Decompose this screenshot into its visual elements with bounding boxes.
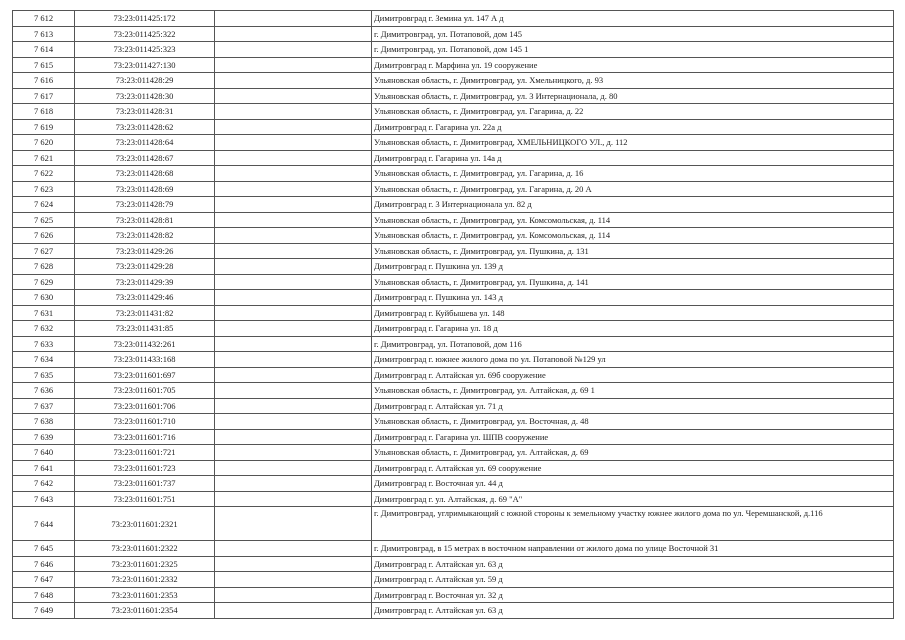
table-row [13, 274, 894, 290]
row-number-cell: 7 629 [13, 274, 75, 290]
table-row [13, 26, 894, 42]
address-cell: Димитровград г. Гагарина ул. 14а д [372, 150, 894, 166]
table-row [13, 197, 894, 213]
table-row [13, 445, 894, 461]
table-row [13, 119, 894, 135]
row-number-cell: 7 616 [13, 73, 75, 89]
empty-cell [215, 274, 372, 290]
address-cell: Димитровград г. Восточная ул. 32 д [372, 587, 894, 603]
row-number-cell: 7 635 [13, 367, 75, 383]
address-cell: Ульяновская область, г. Димитровград, ул. Хмельницкого, д. 93 [372, 73, 894, 89]
row-number-cell: 7 617 [13, 88, 75, 104]
address-cell: Димитровград г. Алтайская ул. 59 д [372, 572, 894, 588]
row-number-cell: 7 640 [13, 445, 75, 461]
table-row [13, 541, 894, 557]
empty-cell [215, 336, 372, 352]
row-number-cell: 7 624 [13, 197, 75, 213]
empty-cell [215, 212, 372, 228]
address-cell: Димитровград г. Земина ул. 147 А д [372, 11, 894, 27]
row-number-cell: 7 643 [13, 491, 75, 507]
row-number-cell: 7 622 [13, 166, 75, 182]
cadastral-number-cell: 73:23:011601:710 [75, 414, 215, 430]
address-cell: Димитровград г. Алтайская ул. 71 д [372, 398, 894, 414]
empty-cell [215, 460, 372, 476]
row-number-cell: 7 632 [13, 321, 75, 337]
address-cell: Димитровград г. ул. Алтайская, д. 69 "А" [372, 491, 894, 507]
table-row [13, 88, 894, 104]
address-cell: Ульяновская область, г. Димитровград, ул. Восточная, д. 48 [372, 414, 894, 430]
row-number-cell: 7 642 [13, 476, 75, 492]
cadastral-number-cell: 73:23:011601:706 [75, 398, 215, 414]
cadastral-number-cell: 73:23:011601:751 [75, 491, 215, 507]
table-row [13, 460, 894, 476]
empty-cell [215, 491, 372, 507]
cadastral-register-table [12, 10, 894, 619]
cadastral-number-cell: 73:23:011429:26 [75, 243, 215, 259]
cadastral-number-cell: 73:23:011427:130 [75, 57, 215, 73]
table-row [13, 321, 894, 337]
row-number-cell: 7 638 [13, 414, 75, 430]
row-number-cell: 7 627 [13, 243, 75, 259]
address-cell: Ульяновская область, г. Димитровград, ул. Комсомольская, д. 114 [372, 228, 894, 244]
cadastral-number-cell: 73:23:011601:697 [75, 367, 215, 383]
address-cell: Димитровград г. Пушкина ул. 143 д [372, 290, 894, 306]
address-cell: г. Димитровград, ул. Потаповой, дом 145 1 [372, 42, 894, 58]
address-cell: Димитровград г. Гагарина ул. 18 д [372, 321, 894, 337]
table-row [13, 352, 894, 368]
empty-cell [215, 259, 372, 275]
table-row [13, 305, 894, 321]
empty-cell [215, 290, 372, 306]
row-number-cell: 7 646 [13, 556, 75, 572]
empty-cell [215, 305, 372, 321]
address-cell: Димитровград г. Гагарина ул. ШПВ сооружение [372, 429, 894, 445]
row-number-cell: 7 634 [13, 352, 75, 368]
address-cell: Димитровград г. Гагарина ул. 22а д [372, 119, 894, 135]
address-cell: Димитровград г. Пушкина ул. 139 д [372, 259, 894, 275]
empty-cell [215, 587, 372, 603]
row-number-cell: 7 644 [13, 507, 75, 541]
row-number-cell: 7 615 [13, 57, 75, 73]
cadastral-number-cell: 73:23:011601:723 [75, 460, 215, 476]
empty-cell [215, 135, 372, 151]
cadastral-number-cell: 73:23:011601:721 [75, 445, 215, 461]
address-cell: г. Димитровград, в 15 метрах в восточном направлении от жилого дома по улице Восточной 31 [372, 541, 894, 557]
table-row [13, 42, 894, 58]
empty-cell [215, 321, 372, 337]
empty-cell [215, 572, 372, 588]
cadastral-number-cell: 73:23:011428:62 [75, 119, 215, 135]
empty-cell [215, 119, 372, 135]
row-number-cell: 7 637 [13, 398, 75, 414]
row-number-cell: 7 623 [13, 181, 75, 197]
table-row [13, 166, 894, 182]
empty-cell [215, 383, 372, 399]
cadastral-number-cell: 73:23:011433:168 [75, 352, 215, 368]
empty-cell [215, 88, 372, 104]
cadastral-number-cell: 73:23:011428:79 [75, 197, 215, 213]
cadastral-number-cell: 73:23:011425:323 [75, 42, 215, 58]
row-number-cell: 7 645 [13, 541, 75, 557]
row-number-cell: 7 636 [13, 383, 75, 399]
empty-cell [215, 11, 372, 27]
row-number-cell: 7 614 [13, 42, 75, 58]
table-row [13, 429, 894, 445]
cadastral-number-cell: 73:23:011428:67 [75, 150, 215, 166]
address-cell: Димитровград г. Алтайская ул. 63 д [372, 603, 894, 619]
table-row [13, 150, 894, 166]
cadastral-number-cell: 73:23:011601:705 [75, 383, 215, 399]
table-row [13, 290, 894, 306]
row-number-cell: 7 639 [13, 429, 75, 445]
table-row [13, 414, 894, 430]
empty-cell [215, 414, 372, 430]
table-row [13, 243, 894, 259]
row-number-cell: 7 620 [13, 135, 75, 151]
row-number-cell: 7 618 [13, 104, 75, 120]
table-row [13, 491, 894, 507]
cadastral-number-cell: 73:23:011431:85 [75, 321, 215, 337]
cadastral-number-cell: 73:23:011601:2332 [75, 572, 215, 588]
cadastral-number-cell: 73:23:011428:68 [75, 166, 215, 182]
row-number-cell: 7 633 [13, 336, 75, 352]
empty-cell [215, 476, 372, 492]
row-number-cell: 7 647 [13, 572, 75, 588]
address-cell: Ульяновская область, г. Димитровград, ул. Пушкина, д. 131 [372, 243, 894, 259]
table-row [13, 383, 894, 399]
table-row [13, 336, 894, 352]
row-number-cell: 7 649 [13, 603, 75, 619]
table-row [13, 228, 894, 244]
table-body [13, 11, 894, 619]
empty-cell [215, 367, 372, 383]
row-number-cell: 7 648 [13, 587, 75, 603]
address-cell: Ульяновская область, г. Димитровград, ул. Комсомольская, д. 114 [372, 212, 894, 228]
empty-cell [215, 243, 372, 259]
empty-cell [215, 42, 372, 58]
empty-cell [215, 429, 372, 445]
empty-cell [215, 104, 372, 120]
row-number-cell: 7 626 [13, 228, 75, 244]
address-cell: Ульяновская область, г. Димитровград, ул. Гагарина, д. 16 [372, 166, 894, 182]
address-cell: Ульяновская область, г. Димитровград, ул. 3 Интернационала, д. 80 [372, 88, 894, 104]
row-number-cell: 7 612 [13, 11, 75, 27]
table-row [13, 587, 894, 603]
cadastral-number-cell: 73:23:011601:2321 [75, 507, 215, 541]
cadastral-number-cell: 73:23:011429:46 [75, 290, 215, 306]
row-number-cell: 7 613 [13, 26, 75, 42]
table-row [13, 73, 894, 89]
cadastral-number-cell: 73:23:011432:261 [75, 336, 215, 352]
table-row [13, 367, 894, 383]
address-cell: Димитровград г. Алтайская ул. 69б сооружение [372, 367, 894, 383]
empty-cell [215, 228, 372, 244]
cadastral-number-cell: 73:23:011601:2354 [75, 603, 215, 619]
cadastral-number-cell: 73:23:011428:64 [75, 135, 215, 151]
row-number-cell: 7 630 [13, 290, 75, 306]
table-row [13, 603, 894, 619]
cadastral-number-cell: 73:23:011431:82 [75, 305, 215, 321]
cadastral-number-cell: 73:23:011425:322 [75, 26, 215, 42]
cadastral-number-cell: 73:23:011601:2353 [75, 587, 215, 603]
empty-cell [215, 73, 372, 89]
row-number-cell: 7 628 [13, 259, 75, 275]
table-row [13, 212, 894, 228]
address-cell: Димитровград г. Алтайская ул. 63 д [372, 556, 894, 572]
cadastral-number-cell: 73:23:011425:172 [75, 11, 215, 27]
row-number-cell: 7 641 [13, 460, 75, 476]
empty-cell [215, 57, 372, 73]
cadastral-number-cell: 73:23:011428:82 [75, 228, 215, 244]
empty-cell [215, 603, 372, 619]
row-number-cell: 7 631 [13, 305, 75, 321]
table-row [13, 572, 894, 588]
row-number-cell: 7 619 [13, 119, 75, 135]
cadastral-number-cell: 73:23:011428:30 [75, 88, 215, 104]
table-row [13, 104, 894, 120]
address-cell: Димитровград г. Алтайская ул. 69 сооружение [372, 460, 894, 476]
address-cell: Ульяновская область, г. Димитровград, ул. Гагарина, д. 22 [372, 104, 894, 120]
cadastral-number-cell: 73:23:011429:28 [75, 259, 215, 275]
address-cell: Ульяновская область, г. Димитровград, ул. Алтайская, д. 69 [372, 445, 894, 461]
empty-cell [215, 398, 372, 414]
cadastral-number-cell: 73:23:011428:29 [75, 73, 215, 89]
empty-cell [215, 166, 372, 182]
address-cell: г. Димитровград, углримыкающий с южной стороны к земельному участку южнее жилого дома по ул. Черемшанской, д.116 [372, 507, 894, 541]
empty-cell [215, 445, 372, 461]
cadastral-number-cell: 73:23:011601:716 [75, 429, 215, 445]
address-cell: Димитровград г. Восточная ул. 44 д [372, 476, 894, 492]
address-cell: Ульяновская область, г. Димитровград, ул. Пушкина, д. 141 [372, 274, 894, 290]
address-cell: Ульяновская область, г. Димитровград, ул. Гагарина, д. 20 А [372, 181, 894, 197]
cadastral-number-cell: 73:23:011601:2322 [75, 541, 215, 557]
empty-cell [215, 26, 372, 42]
empty-cell [215, 181, 372, 197]
cadastral-number-cell: 73:23:011428:81 [75, 212, 215, 228]
cadastral-number-cell: 73:23:011429:39 [75, 274, 215, 290]
table-row [13, 135, 894, 151]
address-cell: Димитровград г. 3 Интернационала ул. 82 д [372, 197, 894, 213]
address-cell: Димитровград г. южнее жилого дома по ул. Потаповой №129 ул [372, 352, 894, 368]
cadastral-number-cell: 73:23:011428:69 [75, 181, 215, 197]
address-cell: Ульяновская область, г. Димитровград, ул. Алтайская, д. 69 1 [372, 383, 894, 399]
cadastral-number-cell: 73:23:011428:31 [75, 104, 215, 120]
empty-cell [215, 197, 372, 213]
empty-cell [215, 507, 372, 541]
address-cell: Димитровград г. Марфина ул. 19 сооружение [372, 57, 894, 73]
address-cell: г. Димитровград, ул. Потаповой, дом 145 [372, 26, 894, 42]
table-row [13, 507, 894, 541]
table-row [13, 57, 894, 73]
address-cell: Ульяновская область, г. Димитровград, ХМЕЛЬНИЦКОГО УЛ., д. 112 [372, 135, 894, 151]
cadastral-number-cell: 73:23:011601:2325 [75, 556, 215, 572]
row-number-cell: 7 625 [13, 212, 75, 228]
empty-cell [215, 352, 372, 368]
table-row [13, 181, 894, 197]
table-row [13, 398, 894, 414]
empty-cell [215, 541, 372, 557]
address-cell: г. Димитровград, ул. Потаповой, дом 116 [372, 336, 894, 352]
cadastral-number-cell: 73:23:011601:737 [75, 476, 215, 492]
table-row [13, 259, 894, 275]
table-row [13, 11, 894, 27]
address-cell: Димитровград г. Куйбышева ул. 148 [372, 305, 894, 321]
empty-cell [215, 556, 372, 572]
table-row [13, 556, 894, 572]
table-row [13, 476, 894, 492]
row-number-cell: 7 621 [13, 150, 75, 166]
empty-cell [215, 150, 372, 166]
